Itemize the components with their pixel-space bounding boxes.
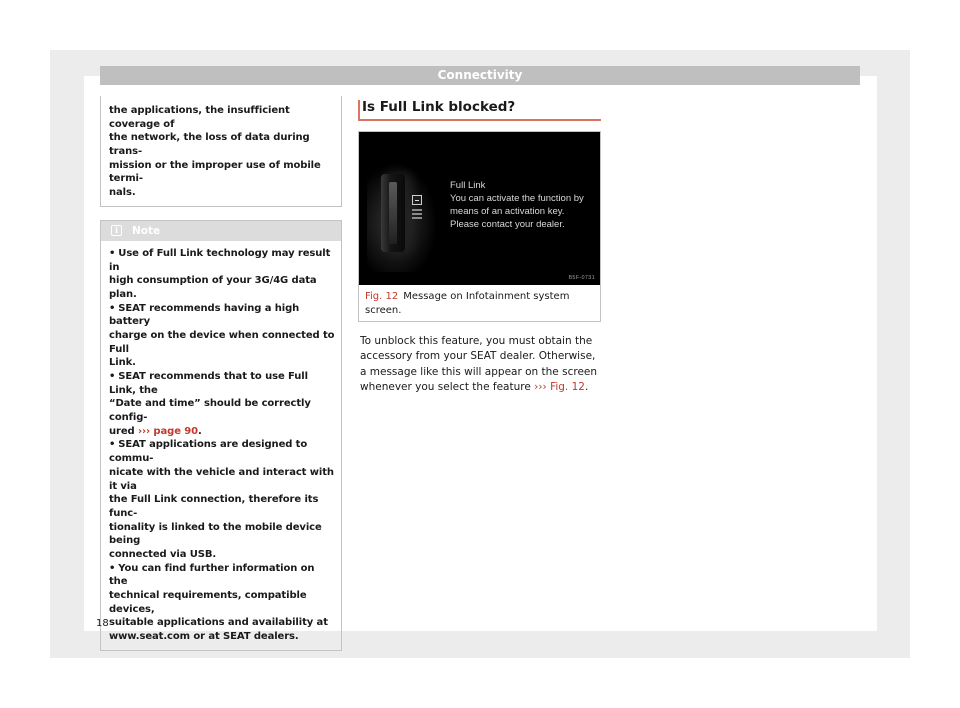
note-line: connected via USB.	[109, 548, 217, 560]
note-item	[109, 370, 335, 438]
note-item	[109, 562, 335, 644]
body-line-text: whenever you select the feature	[360, 380, 535, 393]
info-icon: i	[111, 225, 122, 236]
note-line-text: .	[197, 425, 202, 437]
page-number: 18	[96, 618, 109, 629]
body-line	[360, 380, 601, 395]
infotainment-screen-image	[359, 132, 600, 285]
note-line-text: ured	[109, 425, 138, 437]
bullet: •	[109, 562, 116, 574]
note-item	[109, 247, 335, 302]
warning-line: mission or the improper use of mobile termi-	[109, 159, 321, 185]
bullet: •	[109, 371, 116, 382]
bullet: •	[109, 302, 116, 314]
smartphone-screen	[389, 182, 397, 244]
body-line: To unblock this feature, you must obtain the	[360, 335, 593, 347]
menu-bars-icon	[412, 209, 422, 221]
figure-reference-link[interactable]: ››› Fig. 12	[534, 380, 585, 393]
note-line: the Full Link connection, therefore its func-	[109, 494, 319, 519]
note-item	[109, 302, 335, 370]
screen-line: means of an activation key.	[450, 206, 565, 217]
note-line: SEAT applications are designed to commu-	[109, 439, 308, 465]
figure-caption	[359, 285, 600, 321]
note-line: You can find further information on the	[109, 562, 315, 588]
note-line: SEAT recommends that to use Full Link, the	[109, 371, 308, 396]
body-line: accessory from your SEAT dealer. Otherwise,	[360, 350, 596, 363]
figure-label: Fig. 12	[365, 291, 399, 302]
figure-box	[358, 131, 601, 322]
section-title: Is Full Link blocked?	[358, 100, 601, 121]
minimize-icon	[412, 195, 422, 205]
note-line: www.seat.com or at SEAT dealers.	[109, 631, 299, 643]
body-paragraph	[358, 334, 601, 395]
note-box	[100, 220, 342, 651]
note-line: high consumption of your 3G/4G data plan.	[109, 275, 317, 300]
note-line: “Date and time” should be correctly config-	[109, 398, 311, 424]
chapter-header: Connectivity	[100, 66, 860, 85]
screen-line: You can activate the function by	[450, 193, 584, 204]
bullet: •	[109, 439, 116, 451]
note-line: technical requirements, compatible devices,	[109, 590, 307, 615]
caption-line: screen.	[365, 304, 402, 316]
note-item	[109, 438, 335, 561]
note-line: nicate with the vehicle and interact with it via	[109, 466, 334, 492]
note-header	[101, 221, 341, 241]
page-reference-link[interactable]: ››› page 90	[137, 425, 198, 437]
caption-line: Message on Infotainment system	[403, 291, 570, 302]
body-line: a message like this will appear on the screen	[360, 365, 598, 378]
note-line: Use of Full Link technology may result in	[109, 247, 331, 273]
left-column	[100, 96, 342, 651]
body-line-text: .	[584, 380, 589, 393]
note-line: charge on the device when connected to Full	[109, 329, 335, 355]
warning-box-continuation	[100, 96, 342, 207]
note-line: Link.	[109, 357, 136, 369]
warning-line: the applications, the insufficient coverage of	[109, 105, 290, 130]
screen-line: Full Link	[450, 180, 486, 191]
note-line: tionality is linked to the mobile device being	[109, 521, 322, 547]
warning-line: nals.	[109, 187, 136, 199]
note-body	[101, 241, 341, 650]
screen-line: Please contact your dealer.	[450, 219, 565, 230]
note-line	[109, 425, 335, 439]
warning-line: the network, the loss of data during trans-	[109, 132, 310, 158]
note-line: SEAT recommends having a high battery	[109, 302, 300, 328]
middle-column	[358, 100, 601, 395]
figure-code: B5F-0731	[568, 275, 595, 281]
note-line: suitable applications and availability at	[109, 617, 328, 629]
screen-message	[450, 179, 595, 231]
note-title: Note	[132, 224, 161, 237]
bullet: •	[109, 247, 116, 259]
